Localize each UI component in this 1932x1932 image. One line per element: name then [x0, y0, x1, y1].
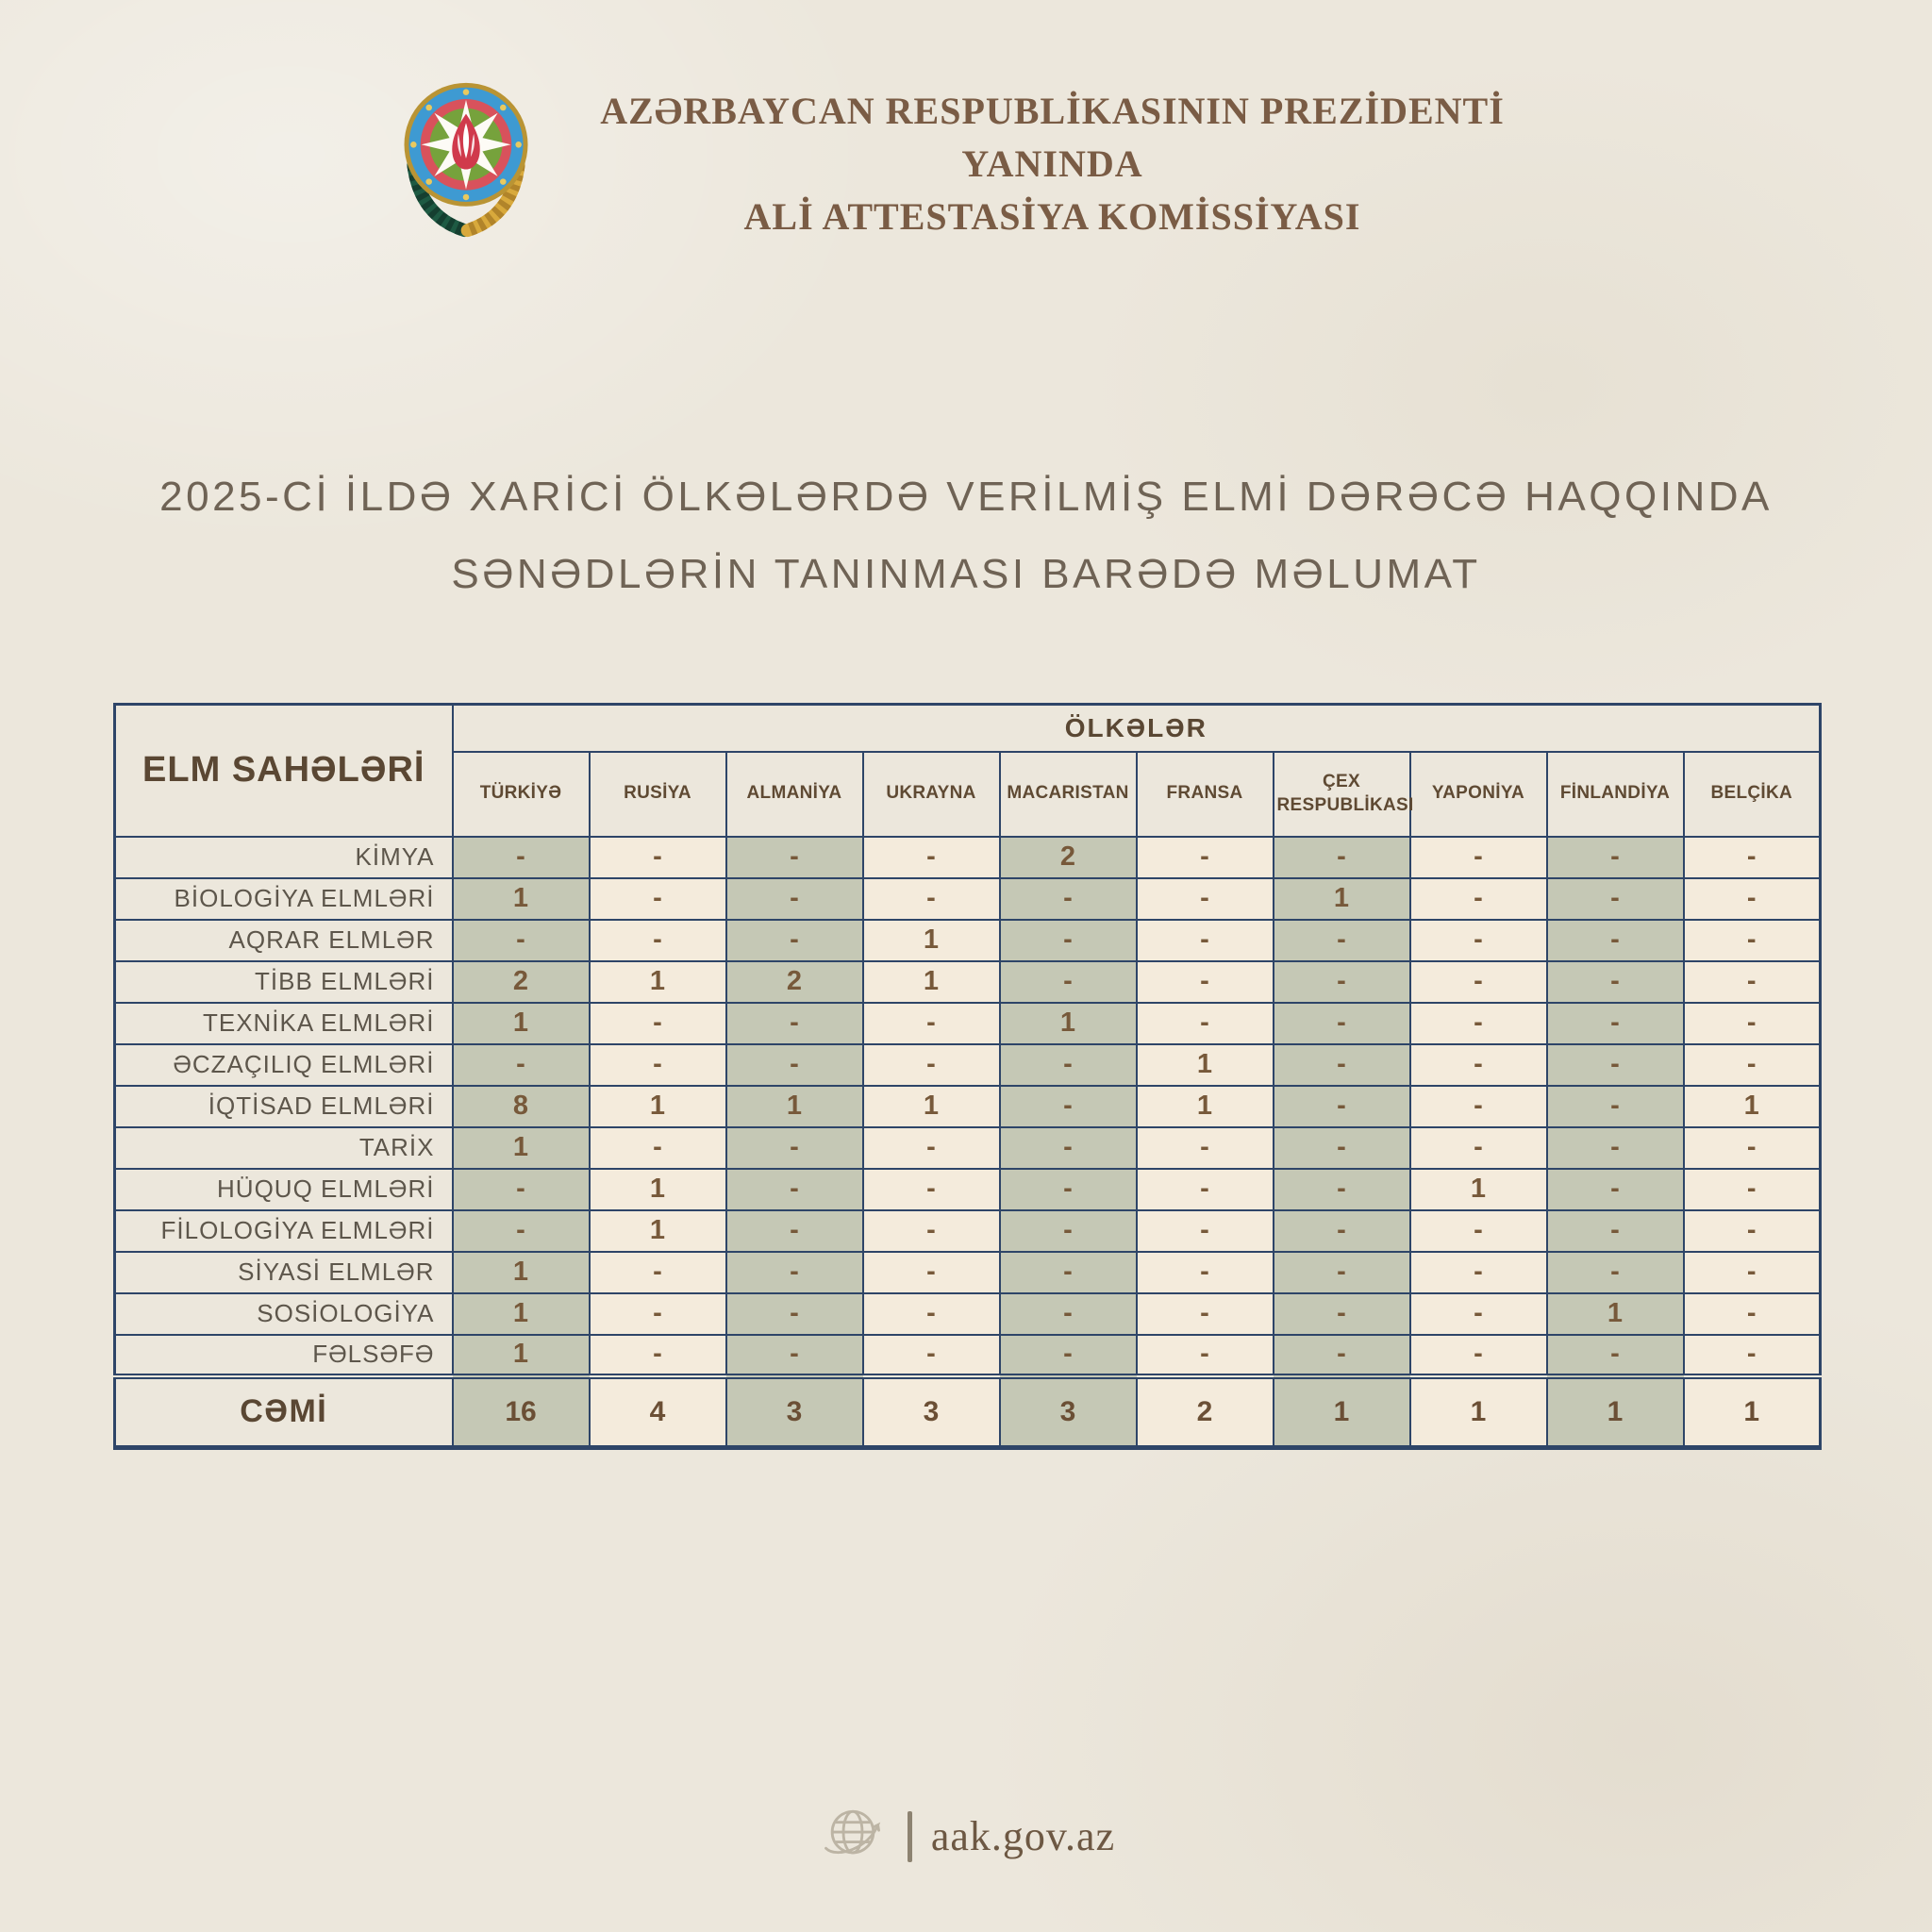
data-cell: -	[726, 837, 863, 878]
table-row	[115, 1210, 1821, 1252]
data-cell: -	[1684, 1044, 1821, 1086]
total-cell: 1	[1547, 1376, 1684, 1448]
data-cell: -	[1547, 1127, 1684, 1169]
data-cell: 1	[726, 1086, 863, 1127]
website-link: aak.gov.az	[930, 1813, 1116, 1859]
data-cell: -	[1410, 920, 1547, 961]
data-cell: -	[453, 1044, 590, 1086]
table-row	[115, 837, 1821, 878]
data-cell: -	[1684, 961, 1821, 1003]
total-label: CƏMİ	[115, 1376, 453, 1448]
table-row	[115, 1003, 1821, 1044]
column-header-belçi̇ka: BELÇİKA	[1684, 752, 1821, 837]
data-cell: -	[1410, 1044, 1547, 1086]
data-cell: -	[1547, 1044, 1684, 1086]
data-cell: -	[590, 1044, 726, 1086]
data-cell: -	[1684, 920, 1821, 961]
data-cell: -	[1274, 1127, 1410, 1169]
data-cell: 1	[1274, 878, 1410, 920]
data-cell: -	[1547, 920, 1684, 961]
data-cell: -	[453, 1210, 590, 1252]
total-row	[115, 1376, 1821, 1448]
data-cell: -	[1274, 1335, 1410, 1376]
table-row	[115, 1252, 1821, 1293]
data-cell: -	[1000, 1044, 1137, 1086]
footer	[0, 1798, 1932, 1874]
column-header-ukrayna: UKRAYNA	[863, 752, 1000, 837]
total-cell: 1	[1684, 1376, 1821, 1448]
row-label: TARİX	[115, 1127, 453, 1169]
data-cell: -	[1137, 1127, 1274, 1169]
footer-divider	[908, 1811, 912, 1862]
table-row	[115, 1169, 1821, 1210]
data-cell: -	[1684, 878, 1821, 920]
page-title	[0, 458, 1932, 613]
countries-header: ÖLKƏLƏR	[453, 705, 1821, 752]
total-cell: 2	[1137, 1376, 1274, 1448]
data-cell: 1	[453, 1252, 590, 1293]
data-cell: 1	[453, 1293, 590, 1335]
table-row	[115, 1086, 1821, 1127]
table-row	[115, 1335, 1821, 1376]
data-cell: -	[453, 1169, 590, 1210]
table-row	[115, 1293, 1821, 1335]
data-cell: -	[1410, 837, 1547, 878]
data-cell: -	[1274, 1252, 1410, 1293]
data-cell: -	[1684, 1127, 1821, 1169]
data-cell: -	[1410, 961, 1547, 1003]
data-cell: -	[1547, 1003, 1684, 1044]
data-cell: -	[1684, 1169, 1821, 1210]
column-header-macaristan: MACARISTAN	[1000, 752, 1137, 837]
data-cell: -	[590, 920, 726, 961]
row-label: BİOLOGİYA ELMLƏRİ	[115, 878, 453, 920]
data-cell: -	[863, 878, 1000, 920]
data-cell: -	[863, 1293, 1000, 1335]
data-cell: 2	[453, 961, 590, 1003]
data-cell: -	[590, 1003, 726, 1044]
data-cell: -	[1410, 878, 1547, 920]
table-row	[115, 920, 1821, 961]
data-cell: -	[1137, 837, 1274, 878]
total-cell: 3	[863, 1376, 1000, 1448]
data-cell: -	[1274, 837, 1410, 878]
data-cell: 1	[453, 1003, 590, 1044]
row-label: FƏLSƏFƏ	[115, 1335, 453, 1376]
data-cell: -	[726, 1252, 863, 1293]
table-total	[115, 1376, 1821, 1448]
data-cell: -	[1137, 920, 1274, 961]
data-cell: -	[1274, 1210, 1410, 1252]
science-fields-header: ELM SAHƏLƏRİ	[115, 705, 453, 837]
data-cell: 1	[590, 1210, 726, 1252]
data-cell: -	[1684, 1003, 1821, 1044]
data-cell: -	[863, 1127, 1000, 1169]
data-cell: -	[1684, 1252, 1821, 1293]
data-cell: -	[726, 1127, 863, 1169]
data-cell: -	[1137, 1003, 1274, 1044]
data-cell: -	[1137, 1293, 1274, 1335]
page-title-line2: SƏNƏDLƏRİN TANINMASI BARƏDƏ MƏLUMAT	[451, 551, 1481, 597]
data-cell: -	[1684, 837, 1821, 878]
data-cell: -	[863, 1169, 1000, 1210]
row-label: İQTİSAD ELMLƏRİ	[115, 1086, 453, 1127]
data-cell: 1	[590, 1086, 726, 1127]
data-cell: -	[590, 878, 726, 920]
data-cell: 1	[1410, 1169, 1547, 1210]
data-cell: -	[1274, 1086, 1410, 1127]
data-cell: -	[726, 1044, 863, 1086]
globe-icon	[817, 1798, 889, 1874]
data-cell: -	[1410, 1210, 1547, 1252]
data-cell: -	[1547, 1210, 1684, 1252]
data-cell: -	[726, 1003, 863, 1044]
data-cell: -	[453, 920, 590, 961]
table-row	[115, 1127, 1821, 1169]
data-cell: -	[1547, 837, 1684, 878]
organization-name	[526, 85, 1578, 243]
data-cell: -	[863, 1252, 1000, 1293]
data-cell: -	[1274, 1044, 1410, 1086]
column-header-almani̇ya: ALMANİYA	[726, 752, 863, 837]
column-header-yaponi̇ya: YAPONİYA	[1410, 752, 1547, 837]
row-label: ƏCZAÇILIQ ELMLƏRİ	[115, 1044, 453, 1086]
data-cell: -	[726, 1293, 863, 1335]
data-cell: -	[1410, 1086, 1547, 1127]
data-cell: -	[1547, 1169, 1684, 1210]
data-cell: -	[1547, 1086, 1684, 1127]
data-cell: -	[1410, 1003, 1547, 1044]
data-cell: -	[1274, 1293, 1410, 1335]
row-label: SOSİOLOGİYA	[115, 1293, 453, 1335]
data-cell: -	[1137, 878, 1274, 920]
data-cell: -	[726, 878, 863, 920]
total-cell: 1	[1274, 1376, 1410, 1448]
data-cell: -	[1274, 961, 1410, 1003]
data-cell: -	[1000, 1127, 1137, 1169]
row-label: HÜQUQ ELMLƏRİ	[115, 1169, 453, 1210]
data-cell: 1	[863, 1086, 1000, 1127]
data-cell: -	[1000, 878, 1137, 920]
data-cell: -	[1000, 1086, 1137, 1127]
row-label: KİMYA	[115, 837, 453, 878]
data-cell: 2	[726, 961, 863, 1003]
data-cell: -	[590, 1335, 726, 1376]
data-cell: -	[1000, 1169, 1137, 1210]
data-cell: -	[1137, 961, 1274, 1003]
column-header-fi̇nlandi̇ya: FİNLANDİYA	[1547, 752, 1684, 837]
data-cell: 1	[863, 961, 1000, 1003]
data-cell: -	[1547, 878, 1684, 920]
total-cell: 16	[453, 1376, 590, 1448]
data-cell: -	[1684, 1293, 1821, 1335]
data-cell: -	[1000, 920, 1137, 961]
data-cell: -	[1000, 961, 1137, 1003]
total-cell: 1	[1410, 1376, 1547, 1448]
row-label: SİYASİ ELMLƏR	[115, 1252, 453, 1293]
data-cell: -	[1137, 1335, 1274, 1376]
data-cell: -	[1137, 1252, 1274, 1293]
data-cell: -	[1000, 1252, 1137, 1293]
data-cell: -	[726, 1335, 863, 1376]
total-cell: 3	[726, 1376, 863, 1448]
row-label: FİLOLOGİYA ELMLƏRİ	[115, 1210, 453, 1252]
data-cell: -	[863, 1044, 1000, 1086]
recognition-table	[113, 703, 1822, 1450]
data-cell: -	[1410, 1252, 1547, 1293]
data-cell: -	[1410, 1127, 1547, 1169]
data-cell: -	[1000, 1293, 1137, 1335]
data-cell: 1	[1000, 1003, 1137, 1044]
azerbaijan-state-emblem-icon	[389, 74, 543, 240]
row-label: TİBB ELMLƏRİ	[115, 961, 453, 1003]
data-cell: -	[863, 1335, 1000, 1376]
data-cell: -	[590, 837, 726, 878]
total-cell: 3	[1000, 1376, 1137, 1448]
data-cell: 8	[453, 1086, 590, 1127]
data-cell: -	[726, 1210, 863, 1252]
column-header-fransa: FRANSA	[1137, 752, 1274, 837]
data-cell: -	[1547, 1335, 1684, 1376]
data-cell: 1	[590, 1169, 726, 1210]
data-cell: -	[1547, 1252, 1684, 1293]
data-cell: 1	[590, 961, 726, 1003]
data-cell: -	[1274, 1169, 1410, 1210]
table-row	[115, 878, 1821, 920]
data-cell: 1	[1684, 1086, 1821, 1127]
data-cell: -	[1137, 1169, 1274, 1210]
table-row	[115, 1044, 1821, 1086]
total-cell: 4	[590, 1376, 726, 1448]
data-cell: -	[1410, 1335, 1547, 1376]
data-cell: -	[863, 1003, 1000, 1044]
data-cell: 1	[1137, 1044, 1274, 1086]
data-cell: -	[726, 920, 863, 961]
column-header-çex-respubli̇kasi: ÇEX RESPUBLİKASI	[1274, 752, 1410, 837]
countries-group-row	[115, 705, 1821, 752]
data-cell: -	[1000, 1335, 1137, 1376]
data-cell: 1	[1137, 1086, 1274, 1127]
data-cell: -	[590, 1252, 726, 1293]
table-body	[115, 837, 1821, 1376]
data-cell: -	[1274, 920, 1410, 961]
data-cell: 1	[453, 1127, 590, 1169]
data-cell: 1	[453, 878, 590, 920]
organization-name-line2: ALİ ATTESTASİYA KOMİSSİYASI	[743, 195, 1361, 238]
data-cell: -	[590, 1293, 726, 1335]
row-label: TEXNİKA ELMLƏRİ	[115, 1003, 453, 1044]
data-cell: -	[590, 1127, 726, 1169]
data-cell: 1	[453, 1335, 590, 1376]
data-cell: -	[1684, 1210, 1821, 1252]
data-cell: -	[1000, 1210, 1137, 1252]
row-label: AQRAR ELMLƏR	[115, 920, 453, 961]
column-header-türki̇yə: TÜRKİYƏ	[453, 752, 590, 837]
data-cell: -	[1684, 1335, 1821, 1376]
data-cell: 1	[1547, 1293, 1684, 1335]
data-cell: 2	[1000, 837, 1137, 878]
table-row	[115, 961, 1821, 1003]
data-cell: -	[1410, 1293, 1547, 1335]
data-cell: -	[863, 837, 1000, 878]
data-cell: -	[453, 837, 590, 878]
data-cell: -	[1137, 1210, 1274, 1252]
data-cell: -	[726, 1169, 863, 1210]
data-cell: 1	[863, 920, 1000, 961]
organization-name-line1: AZƏRBAYCAN RESPUBLİKASININ PREZİDENTİ YANINDA	[600, 90, 1505, 185]
data-cell: -	[863, 1210, 1000, 1252]
page-title-line1: 2025-Cİ İLDƏ XARİCİ ÖLKƏLƏRDƏ VERİLMİŞ ELMİ DƏRƏCƏ HAQQINDA	[159, 474, 1773, 520]
column-header-rusi̇ya: RUSİYA	[590, 752, 726, 837]
data-cell: -	[1547, 961, 1684, 1003]
data-cell: -	[1274, 1003, 1410, 1044]
